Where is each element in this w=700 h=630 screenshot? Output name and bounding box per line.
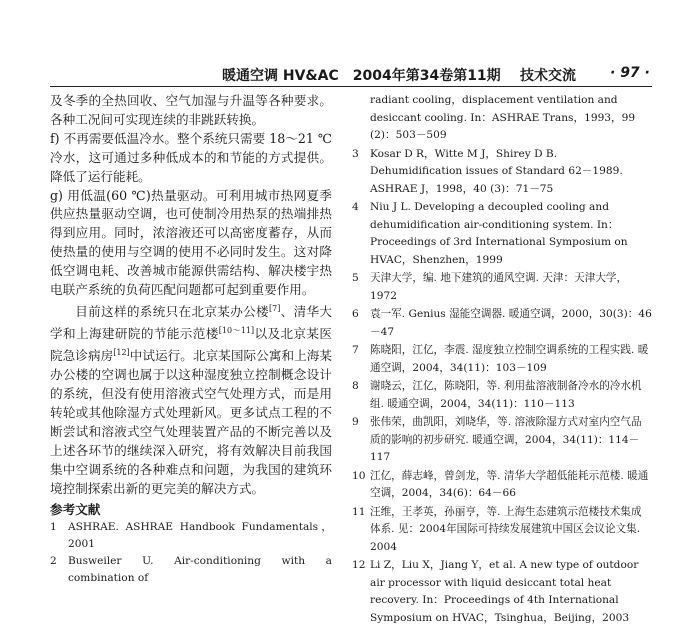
paragraph-item-f: f) 不再需要低温冷水。整个系统只需要 18～21 ℃冷水，这可通过多种低成本的和节能的方式提供。降低了运行能耗。 bbox=[50, 130, 332, 184]
reference-item bbox=[352, 270, 652, 305]
reference-text: Busweiler U. Air-conditioning with a combination of bbox=[68, 554, 332, 584]
citation-sup: [7] bbox=[268, 303, 281, 313]
left-column bbox=[50, 92, 332, 587]
reference-number: 5 bbox=[352, 272, 359, 284]
summary-text: 、清华大学和上海建研院的节能示范楼 bbox=[50, 304, 333, 342]
reference-item bbox=[352, 414, 652, 467]
reference-text: 天津大学，编. 地下建筑的通风空调. 天津：天津大学，1972 bbox=[370, 272, 628, 302]
journal-issue: 暖通空调 HV&AC 2004年第34卷第11期 bbox=[222, 68, 501, 84]
reference-number: 7 bbox=[352, 344, 359, 356]
reference-continuation bbox=[352, 92, 652, 145]
summary-text: 目前这样的系统只在北京某办公楼 bbox=[75, 304, 269, 320]
reference-text: ASHRAE. ASHRAE Handbook Fundamentals，2001 bbox=[68, 520, 332, 550]
reference-item bbox=[352, 146, 652, 199]
reference-text: 袁一军. Genius 湿能空调器. 暖通空调，2000，30(3)：46－47 bbox=[370, 308, 652, 338]
references-heading: 参考文献 bbox=[50, 501, 101, 517]
page-number: · 97 · bbox=[610, 65, 650, 81]
citation-sup: [10～11] bbox=[218, 326, 255, 336]
reference-item bbox=[352, 199, 652, 269]
paragraph-item-g: g) 用低温(60 ℃)热量驱动。可利用城市热网夏季供应热量驱动空调，也可使制冷用热泵的热端排热得到应用。同时，浓溶液还可以高密度蓄存，从而使热量的使用与空调的使用不必同时发生。这对降低空调电耗、改善城市能源供需结构、解决楼宇热电联产系统的负荷匹配问题都可起到重要作用。 bbox=[50, 187, 332, 298]
citation-sup: [12] bbox=[113, 348, 130, 358]
reference-text: 张伟荣，曲凯阳，刘晓华，等. 溶液除湿方式对室内空气品质的影响的初步研究. 暖通空调，2004，34(11)：114－117 bbox=[370, 416, 642, 463]
reference-number: 4 bbox=[352, 201, 359, 213]
reference-number: 6 bbox=[352, 308, 359, 320]
reference-text: Niu J L. Developing a decoupled cooling and dehumidification air-conditioning system. In：Proceedings of 3rd International Symposium on HVAC，Shenzhen，1999 bbox=[370, 201, 628, 266]
reference-item bbox=[50, 519, 332, 553]
reference-number: 8 bbox=[352, 380, 359, 392]
page-header bbox=[50, 62, 652, 87]
reference-text: Kosar D R，Witte M J，Shirey D B. Dehumidification issues of Standard 62－1989. ASHRAE J，1998，40 (3)：71－75 bbox=[370, 147, 623, 195]
paragraph-continuation: 及冬季的全热回收、空气加湿与升温等各种要求。各种工况间可实现连续的非跳跃转换。 bbox=[50, 93, 332, 127]
reference-text: radiant cooling，displacement ventilation and desiccant cooling. In：ASHRAE Trans，1993，99 (2)：503－509 bbox=[370, 94, 636, 141]
reference-number bbox=[352, 92, 370, 145]
section-title: 技术交流 bbox=[520, 68, 576, 84]
summary-text: 中试运行。北京某国际公寓和上海某办公楼的空调也属于以这种湿度独立控制概念设计的系统，但没有使用溶液式空气处理方式，而是用转轮或其他除湿方式处理新风。更多试点工程的不断尝试和溶液式空气处理装置产品的不断完善以及上述各环节的继续深入研究，将有效解决目前我国集中空调系统的各种难点和问题，为我国的建筑环境控制探索出新的更完美的解决方式。 bbox=[50, 348, 333, 496]
right-column bbox=[352, 92, 652, 628]
reference-item bbox=[352, 342, 652, 377]
reference-item bbox=[352, 557, 652, 627]
reference-item bbox=[352, 468, 652, 503]
reference-item bbox=[50, 553, 332, 587]
reference-number: 1 bbox=[50, 520, 57, 533]
reference-text: 江亿，薛志峰，曾剑龙，等. 清华大学超低能耗示范楼. 暖通空调，2004，34(6)：64－66 bbox=[370, 469, 649, 499]
reference-text: Li Z，Liu X，Jiang Y，et al. A new type of outdoor air processor with liquid desiccant total heat recovery. In：Proceedings of 4th International Symposium on HVAC，Tsinghua，Beijing，2003 bbox=[370, 559, 639, 624]
reference-number: 12 bbox=[352, 559, 366, 571]
reference-number: 9 bbox=[352, 416, 359, 428]
reference-item bbox=[352, 378, 652, 413]
summary-text: 以及北京某医院急诊病房 bbox=[50, 326, 333, 364]
reference-number: 2 bbox=[50, 554, 57, 567]
reference-number: 10 bbox=[352, 469, 366, 482]
reference-text: 汪维，王孝英，孙丽亨，等. 上海生态建筑示范楼技术集成体系. 见：2004年国际可持续发展建筑中国区会议论文集. 2004 bbox=[370, 505, 642, 553]
reference-number: 3 bbox=[352, 147, 359, 160]
reference-text: 陈晓阳，江亿，李震. 湿度独立控制空调系统的工程实践. 暖通空调，2004，34(11)：103－109 bbox=[370, 344, 649, 374]
reference-text: 谢晓云，江亿，陈晓阳，等. 利用盐溶液制备冷水的冷水机组. 暖通空调，2004，34(11)：110－113 bbox=[370, 380, 642, 410]
reference-item bbox=[352, 504, 652, 557]
reference-item bbox=[352, 306, 652, 341]
reference-number: 11 bbox=[352, 505, 366, 518]
paragraph-summary bbox=[50, 300, 332, 499]
